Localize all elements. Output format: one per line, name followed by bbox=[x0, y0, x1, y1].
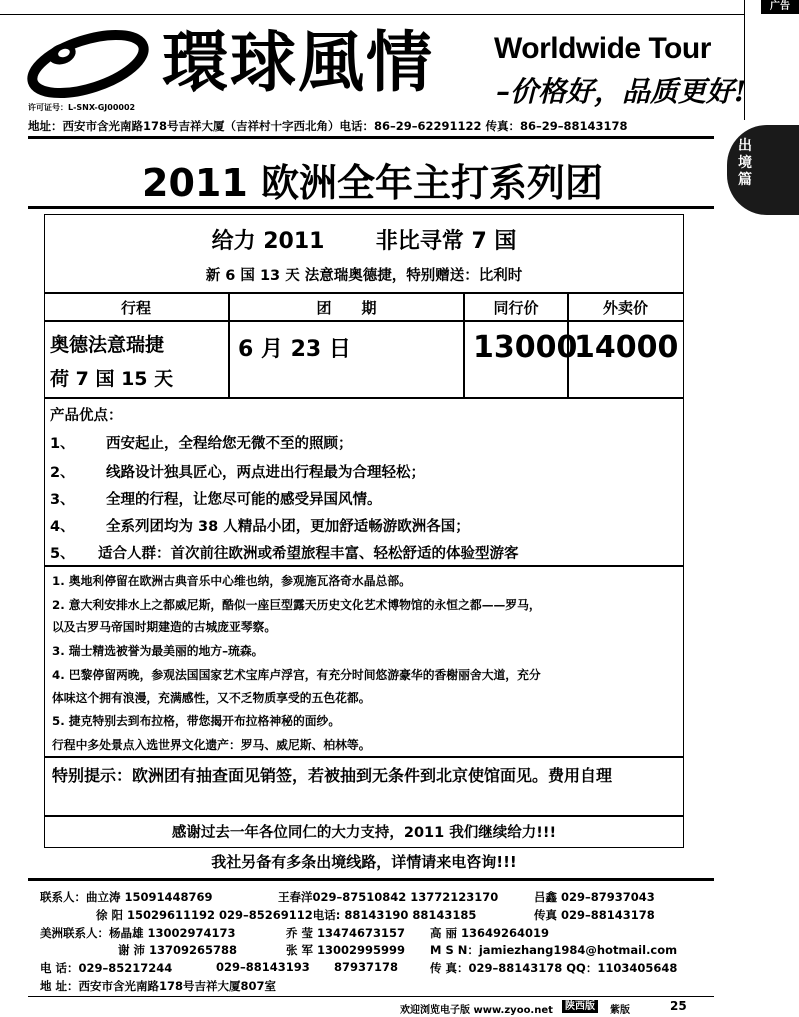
advantage-text: 线路设计独具匠心，两点进出行程最为合理轻松； bbox=[106, 465, 425, 481]
advantage-item bbox=[50, 515, 470, 536]
contact-text: 029–88143193 bbox=[216, 960, 310, 974]
frame-top-line bbox=[0, 14, 745, 15]
advantage-number: 5、 bbox=[50, 546, 75, 562]
ad-label: 广告 bbox=[761, 0, 799, 14]
advantage-text: 全理的行程，让您尽可能的感受异国风情。 bbox=[106, 492, 382, 508]
contact-text: 徐 阳 15029611192 029–85269112电话: 88143190 88143185 bbox=[96, 908, 477, 922]
divider bbox=[28, 136, 714, 139]
note-line: 2. 意大利安排水上之都威尼斯，酷似一座巨型露天历史文化艺术博物馆的永恒之都——罗马， bbox=[52, 598, 541, 612]
contact-text: 谢 沛 13709265788 bbox=[118, 943, 238, 957]
footer-edition-badge: 陕西版 bbox=[562, 1000, 598, 1013]
advantage-item bbox=[50, 488, 382, 509]
section-line bbox=[44, 756, 684, 758]
section-line bbox=[44, 565, 684, 567]
footer-website: 欢迎浏览电子版 www.zyoo.net bbox=[400, 1005, 553, 1016]
advantage-number: 2、 bbox=[50, 465, 75, 481]
tour-title bbox=[44, 224, 684, 255]
globe-logo-icon bbox=[24, 26, 154, 102]
note-line: 1. 奥地利停留在欧洲古典音乐中心维也纳，参观施瓦洛奇水晶总部。 bbox=[52, 574, 411, 588]
divider bbox=[28, 878, 714, 881]
note-line: 5. 捷克特别去到布拉格，带您揭开布拉格神秘的面纱。 bbox=[52, 714, 341, 728]
brand-name-chinese: 環球風情 bbox=[162, 23, 434, 101]
contact-text: 传 真：029–88143178 QQ：1103405648 bbox=[430, 961, 678, 975]
page-number: 25 bbox=[670, 999, 687, 1013]
route-line-1: 奥德法意瑞捷 bbox=[50, 334, 165, 356]
route-line-2: 荷 7 国 15 天 bbox=[50, 368, 174, 390]
table-line bbox=[44, 397, 684, 399]
contact-text: 高 丽 13649264019 bbox=[430, 926, 550, 940]
contact-text: 吕鑫 029–87937043 bbox=[534, 890, 655, 904]
note-line: 行程中多处景点入选世界文化遗产：罗马、威尼斯、柏林等。 bbox=[52, 738, 371, 752]
contact-address: 地 址：西安市含光南路178号吉祥大厦807室 bbox=[40, 979, 277, 993]
route-cell bbox=[50, 328, 173, 396]
advantages-title: 产品优点： bbox=[50, 408, 123, 424]
divider bbox=[28, 996, 714, 997]
header-address: 地址：西安市含光南路178号吉祥大厦（吉祥村十字西北角）电话：86–29–62291122 传真：86–29–88143178 bbox=[28, 119, 628, 133]
col-header-dates: 团 期 bbox=[316, 299, 377, 317]
contact-text: 传真 029–88143178 bbox=[534, 908, 655, 922]
departure-date: 6 月 23 日 bbox=[238, 337, 351, 362]
thanks-message: 感谢过去一年各位同仁的大力支持，2011 我们继续给力!!! bbox=[171, 825, 557, 841]
contact-text: 乔 莹 13474673157 bbox=[286, 926, 406, 940]
advantage-number: 1、 bbox=[50, 436, 75, 452]
col-header-peer-price: 同行价 bbox=[493, 299, 539, 317]
advantage-item bbox=[50, 432, 353, 453]
contact-text: 王春洋029–87510842 13772123170 bbox=[278, 890, 499, 904]
advantage-item bbox=[50, 542, 519, 563]
advantage-number: 4、 bbox=[50, 519, 75, 535]
contact-text: 美洲联系人：杨晶雄 13002974173 bbox=[40, 926, 236, 940]
advantage-number: 3、 bbox=[50, 492, 75, 508]
more-routes-message: 我社另备有多条出境线路，详情请来电咨询!!! bbox=[211, 853, 517, 871]
table-line bbox=[44, 320, 684, 322]
side-tab-label: 出境篇 bbox=[738, 138, 752, 188]
special-tip: 特别提示：欧洲团有抽查面见销签，若被抽到无条件到北京使馆面见。费用自理 bbox=[52, 766, 613, 785]
table-line bbox=[44, 292, 684, 294]
advantage-text: 全系列团均为 38 人精品小团，更加舒适畅游欧洲各国； bbox=[106, 519, 470, 535]
brand-name-english: Worldwide Tour bbox=[494, 32, 711, 65]
note-line: 体味这个拥有浪漫，充满感性，又不乏物质享受的五色花都。 bbox=[52, 691, 371, 705]
advantage-text: 西安起止，全程给您无微不至的照顾； bbox=[106, 436, 353, 452]
contact-text: 87937178 bbox=[334, 960, 399, 974]
advantage-text: 适合人群：首次前往欧洲或希望旅程丰富、轻松舒适的体验型游客 bbox=[98, 546, 519, 562]
section-line bbox=[44, 815, 684, 817]
contact-text: 电 话：029–85217244 bbox=[40, 961, 173, 975]
col-header-retail-price: 外卖价 bbox=[602, 299, 648, 317]
footer-edition: 紫版 bbox=[610, 1005, 630, 1016]
tour-title-left: 给力 2011 bbox=[211, 229, 325, 254]
contact-text: 联系人：曲立涛 15091448769 bbox=[40, 890, 213, 904]
note-line: 3. 瑞士精选被誉为最美丽的地方–琉森。 bbox=[52, 644, 264, 658]
tour-title-right: 非比寻常 7 国 bbox=[375, 229, 517, 254]
note-line: 4. 巴黎停留两晚，参观法国国家艺术宝库卢浮宫，有充分时间悠游豪华的香榭丽舍大道，充分 bbox=[52, 668, 541, 682]
retail-price: 14000 bbox=[574, 330, 679, 365]
contact-text: 张 军 13002995999 bbox=[286, 943, 406, 957]
brand-slogan: –价格好，品质更好! bbox=[496, 75, 747, 108]
col-header-route: 行程 bbox=[120, 299, 151, 317]
page-title: 2011 欧洲全年主打系列团 bbox=[142, 161, 603, 205]
peer-price: 13000 bbox=[473, 330, 578, 365]
advantage-item bbox=[50, 461, 425, 482]
divider bbox=[28, 206, 714, 209]
contact-email: M S N：jamiezhang1984@hotmail.com bbox=[430, 943, 678, 957]
license-number: 许可证号：L-SNX-GJ00002 bbox=[28, 103, 136, 112]
note-line: 以及古罗马帝国时期建造的古城庞亚琴察。 bbox=[52, 620, 277, 634]
tour-subtitle: 新 6 国 13 天 法意瑞奥德捷，特别赠送：比利时 bbox=[205, 268, 523, 284]
